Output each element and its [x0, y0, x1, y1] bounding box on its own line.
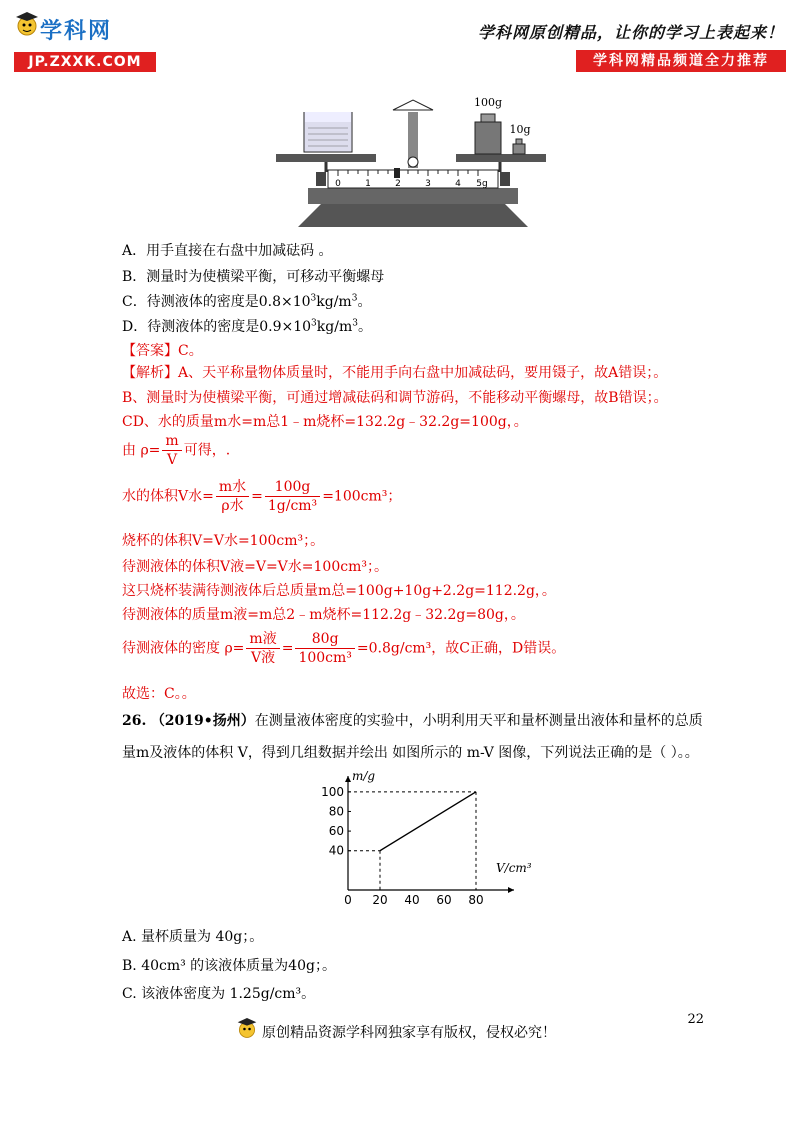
scale-label: 3 [425, 179, 431, 189]
option-a: A．用手直接在右盘中加减砝码 。 [122, 243, 333, 259]
m-v-chart [310, 769, 532, 912]
scale-label: 0 [335, 179, 341, 189]
scale-label: 1 [365, 179, 371, 189]
x-tick-label: 0 [344, 893, 352, 907]
analysis-total-mass: 这只烧杯装满待测液体后总质量m总=100g+10g+2.2g=112.2g，。 [122, 583, 556, 599]
analysis-cup-volume: 烧杯的体积V=V水=100cm³；。 [122, 533, 325, 549]
weight-100g-label: 100g [473, 96, 503, 109]
mascot-footer-icon [236, 1016, 258, 1042]
x-tick-label: 20 [372, 893, 388, 907]
mascot-logo-icon [14, 10, 40, 40]
series-line [380, 792, 476, 851]
site-logo-text: 学科网 [40, 19, 113, 44]
conclusion-line: 故选：C。。 [122, 686, 196, 702]
analysis-water-volume: 水的体积V水= $\frac{\text{m水}}{\text{ρ水}}$ = $\frac{100g}{\text{1g/cm³}}$ =100cm³； [122, 479, 402, 514]
header-slogan: 学科网原创精品，让你的学习上表起来！ [477, 23, 784, 42]
footer-copyright: 原创精品资源学科网独家享有版权，侵权必究！ [262, 1025, 556, 1041]
q26-option-b: B. 40cm³ 的该液体质量为40g；。 [122, 958, 336, 974]
scale-label: 4 [455, 179, 461, 189]
balance-scale-figure [268, 92, 558, 232]
page-number: 22 [687, 1012, 704, 1027]
y-tick-label: 40 [328, 843, 344, 858]
scale-label: 5g [476, 179, 488, 189]
analysis-rho-formula: 由 ρ= $\frac{m}{V}$ 可得，. [122, 433, 231, 468]
analysis-line-cd: CD、水的质量m水=m总1﹣m烧杯=132.2g﹣32.2g=100g，。 [122, 414, 528, 430]
header-banner: 学科网精品频道全力推荐 [576, 50, 786, 72]
analysis-density: 待测液体的密度 ρ= $\frac{\text{m液}}{\text{V液}}$ = $\frac{80g}{\text{100cm³}}$ =0.8g/cm³，故C正确，D错误。 [122, 631, 566, 666]
site-url-badge[interactable]: JP.ZXXK.COM [14, 52, 156, 72]
y-tick-label: 100 [321, 784, 344, 799]
x-axis-arrow [508, 887, 514, 893]
rider-weight [394, 168, 400, 178]
q26-line1: 26. （2019•扬州）在测量液体密度的实验中，小明利用天平和量杯测量出液体和量杯的总质 [122, 713, 703, 729]
x-axis-label: V/cm³ [496, 861, 532, 875]
x-tick-label: 80 [468, 893, 484, 907]
analysis-liquid-mass: 待测液体的质量m液=m总2﹣m烧杯=112.2g﹣32.2g=80g，。 [122, 607, 525, 623]
analysis-line-b: B、测量时为使横梁平衡，可通过增减砝码和调节游码，不能移动平衡螺母，故B错误；。 [122, 390, 668, 406]
weight-10g-label: 10g [509, 123, 531, 136]
answer-line: 【答案】C。 [122, 343, 203, 359]
q26-option-a: A. 量杯质量为 40g；。 [122, 929, 264, 945]
y-axis-arrow [345, 776, 351, 782]
option-c: C．待测液体的密度是$0.8\times 10^3kg/m^3$。 [122, 293, 372, 310]
option-b: B．测量时为使横梁平衡，可移动平衡螺母 [122, 269, 385, 285]
y-tick-label: 60 [328, 824, 344, 839]
option-d: D．待测液体的密度是$0.9\times 10^3kg/m^3$。 [122, 318, 372, 335]
x-tick-label: 40 [404, 893, 420, 907]
q26-line2: 量m及液体的体积 V，得到几组数据并绘出 如图所示的 m-V 图像，下列说法正确的是（ ）。。 [122, 745, 699, 761]
y-tick-label: 80 [328, 804, 344, 819]
analysis-line-a: 【解析】A、天平称量物体质量时，不能用手向右盘中加减砝码，要用镊子，故A错误；。 [122, 365, 668, 381]
q26-option-c: C. 该液体密度为 1.25g/cm³。 [122, 986, 316, 1002]
analysis-liquid-volume: 待测液体的体积V液=V=V水=100cm³；。 [122, 559, 388, 575]
x-tick-label: 60 [436, 893, 452, 907]
scale-label: 2 [395, 179, 401, 189]
y-axis-label: m/g [352, 769, 376, 783]
